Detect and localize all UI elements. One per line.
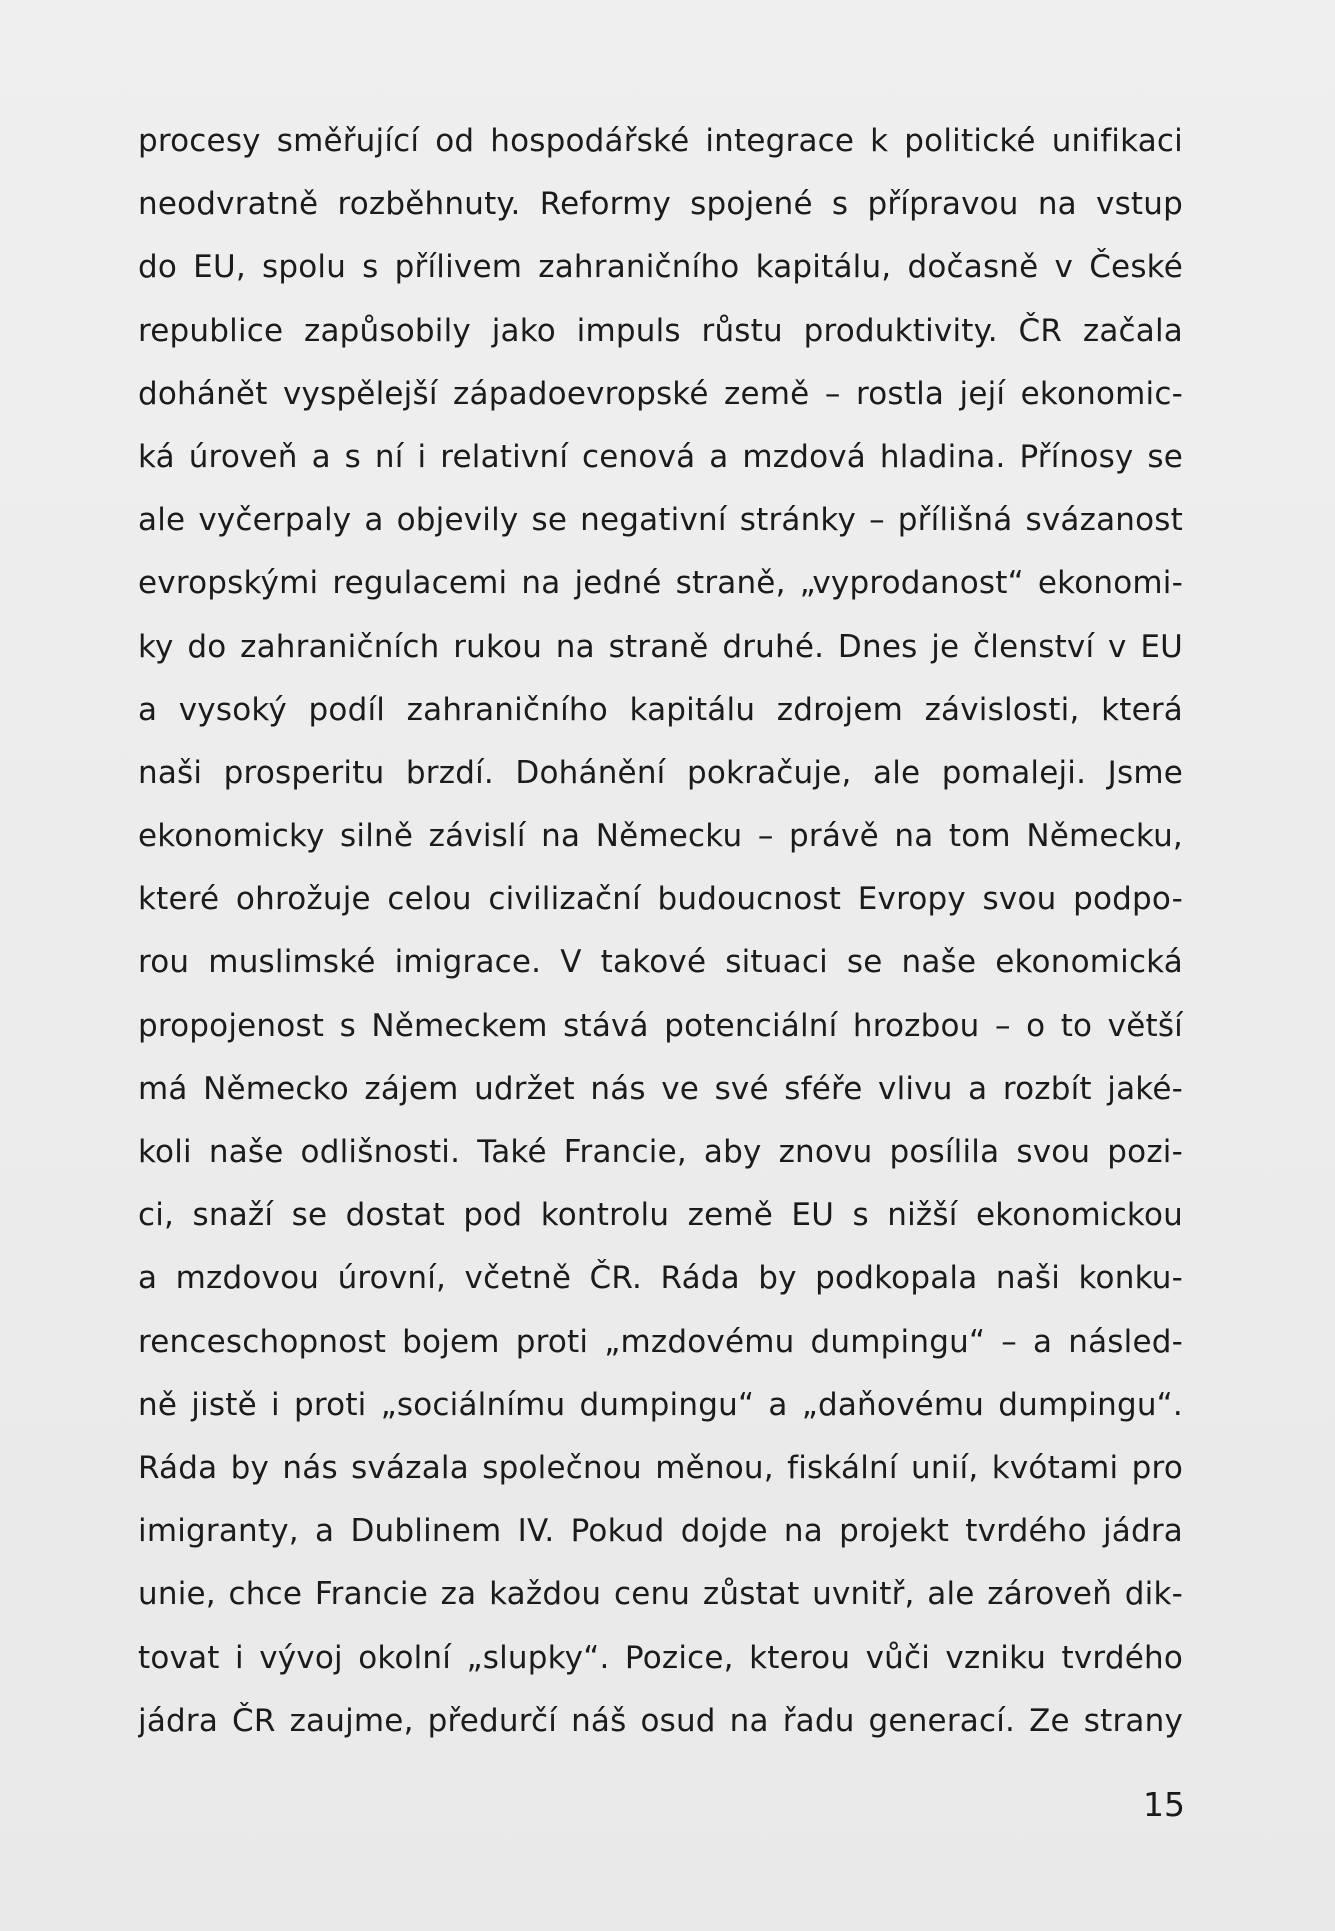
- text-line: naši prosperitu brzdí. Dohánění pokračuje, ale pomaleji. Jsme: [138, 754, 1183, 791]
- text-line: jádra ČR zaujme, předurčí náš osud na řadu generací. Ze strany: [138, 1702, 1183, 1739]
- text-line: a vysoký podíl zahraničního kapitálu zdrojem závislosti, která: [138, 691, 1183, 728]
- text-line: do EU, spolu s přílivem zahraničního kapitálu, dočasně v České: [138, 249, 1183, 286]
- text-line: procesy směřující od hospodářské integrace k politické unifikaci: [138, 123, 1183, 159]
- text-line: má Německo zájem udržet nás ve své sféře vlivu a rozbít jaké-: [138, 1070, 1183, 1107]
- text-line: a mzdovou úrovní, včetně ČR. Ráda by podkopala naši konku-: [138, 1260, 1183, 1297]
- text-line: tovat i vývoj okolní „slupky“. Pozice, kterou vůči vzniku tvrdého: [138, 1639, 1183, 1676]
- text-line: ká úroveň a s ní i relativní cenová a mzdová hladina. Přínosy se: [138, 438, 1183, 475]
- text-line: propojenost s Německem stává potenciální hrozbou – o to větší: [138, 1007, 1183, 1044]
- text-line: koli naše odlišnosti. Také Francie, aby znovu posílila svou pozi-: [138, 1134, 1183, 1170]
- body-text: [138, 110, 1183, 1753]
- text-line: dohánět vyspělejší západoevropské země – rostla její ekonomic-: [138, 375, 1183, 412]
- text-line: evropskými regulacemi na jedné straně, „vyprodanost“ ekonomi-: [138, 565, 1183, 602]
- text-line: ekonomicky silně závislí na Německu – právě na tom Německu,: [138, 818, 1183, 855]
- page-number: 15: [1143, 1785, 1185, 1824]
- text-line: renceschopnost bojem proti „mzdovému dumpingu“ – a násled-: [138, 1323, 1183, 1360]
- text-line: republice zapůsobily jako impuls růstu produktivity. ČR začala: [138, 312, 1183, 349]
- text-line: ky do zahraničních rukou na straně druhé. Dnes je členství v EU: [138, 628, 1183, 665]
- text-line: imigranty, a Dublinem IV. Pokud dojde na projekt tvrdého jádra: [138, 1513, 1183, 1550]
- text-line: ale vyčerpaly a objevily se negativní stránky – přílišná svázanost: [138, 502, 1183, 539]
- text-line: rou muslimské imigrace. V takové situaci se naše ekonomická: [138, 944, 1183, 981]
- text-line: unie, chce Francie za každou cenu zůstat uvnitř, ale zároveň dik-: [138, 1576, 1183, 1613]
- text-line: Ráda by nás svázala společnou měnou, fiskální unií, kvótami pro: [138, 1449, 1183, 1486]
- text-line: které ohrožuje celou civilizační budoucnost Evropy svou podpo-: [138, 881, 1183, 918]
- text-line: ci, snaží se dostat pod kontrolu země EU s nižší ekonomickou: [138, 1197, 1183, 1234]
- text-line: neodvratně rozběhnuty. Reformy spojené s přípravou na vstup: [138, 186, 1183, 223]
- text-line: ně jistě i proti „sociálnímu dumpingu“ a „daňovému dumpingu“.: [138, 1386, 1183, 1423]
